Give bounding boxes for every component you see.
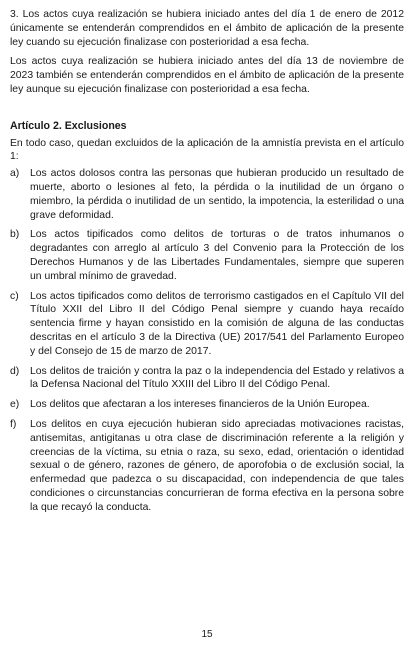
list-item-d	[10, 365, 404, 393]
list-marker: a)	[10, 168, 20, 180]
list-item-text: Los delitos de traición y contra la paz o la independencia del Estado y relativos a la Defensa Nacional del Título XXIII del Libro II del Código Penal.	[30, 365, 404, 391]
document-page	[10, 8, 404, 521]
paragraph-continuation: Los actos cuya realización se hubiera iniciado antes del día 13 de noviembre de 2023 también se entenderán comprendidos en el ámbito de aplicación de la presente ley aunque su ejecución finalizase con posterioridad a esa fecha.	[10, 56, 404, 95]
article-intro: En todo caso, quedan excluidos de la aplicación de la amnistía prevista en el artículo 1:	[10, 137, 404, 163]
list-item-c	[10, 290, 404, 359]
list-item-text: Los actos tipificados como delitos de torturas o de tratos inhumanos o degradantes con arreglo al artículo 3 del Convenio para la Protección de los Derechos Humanos y de las Libertades Fundamentales, siempre que superen un umbral mínimo de gravedad.	[30, 229, 404, 282]
list-item-text: Los actos tipificados como delitos de terrorismo castigados en el Capítulo VII del Título XXII del Libro II del Código Penal siempre y cuando haya recaído sentencia firme y hayan consistido en la comisión de alguna de las conductas descritas en el artículo 3 de la Directiva (UE) 2017/541 del Parlamento Europeo y del Consejo de 15 de marzo de 2017.	[30, 290, 404, 357]
list-item-b	[10, 228, 404, 283]
list-marker: c)	[10, 290, 19, 302]
list-item-text: Los delitos en cuya ejecución hubieran sido apreciadas motivaciones racistas, antisemitas, antigitanas u otra clase de discriminación referente a la religión y creencias de la víctima, su etnia o raza, su sexo, edad, orientación o identidad sexual o de género, razones de género, de aporofobia o de exclusión social, la enfermedad que padezca o su discapacidad, con independencia de que tales condiciones o circunstancias concurrieran de forma efectiva en la persona sobre la que recayó la conducta.	[30, 418, 404, 513]
list-marker: b)	[10, 229, 20, 241]
list-marker: d)	[10, 365, 20, 377]
list-item-e	[10, 398, 404, 412]
page-number: 15	[201, 629, 213, 640]
paragraph-3: 3. Los actos cuya realización se hubiera iniciado antes del día 1 de enero de 2012 únicamente se entenderán comprendidos en el ámbito de aplicación de la presente ley cuando su ejecución finalizase con posterioridad a esa fecha.	[10, 9, 404, 48]
list-marker: e)	[10, 399, 20, 411]
list-item-a	[10, 167, 404, 222]
list-item-f	[10, 418, 404, 515]
article-heading: Artículo 2. Exclusiones	[10, 119, 127, 132]
list-item-text: Los actos dolosos contra las personas que hubieran producido un resultado de muerte, aborto o lesiones al feto, la pérdida o la inutilidad de un órgano o miembro, la pérdida o inutilidad de un sentido, la impotencia, la esterilidad o una grave deformidad.	[30, 168, 404, 221]
list-marker: f)	[10, 418, 17, 430]
list-item-text: Los delitos que afectaran a los intereses financieros de la Unión Europea.	[30, 399, 370, 411]
exclusions-list	[10, 167, 404, 514]
